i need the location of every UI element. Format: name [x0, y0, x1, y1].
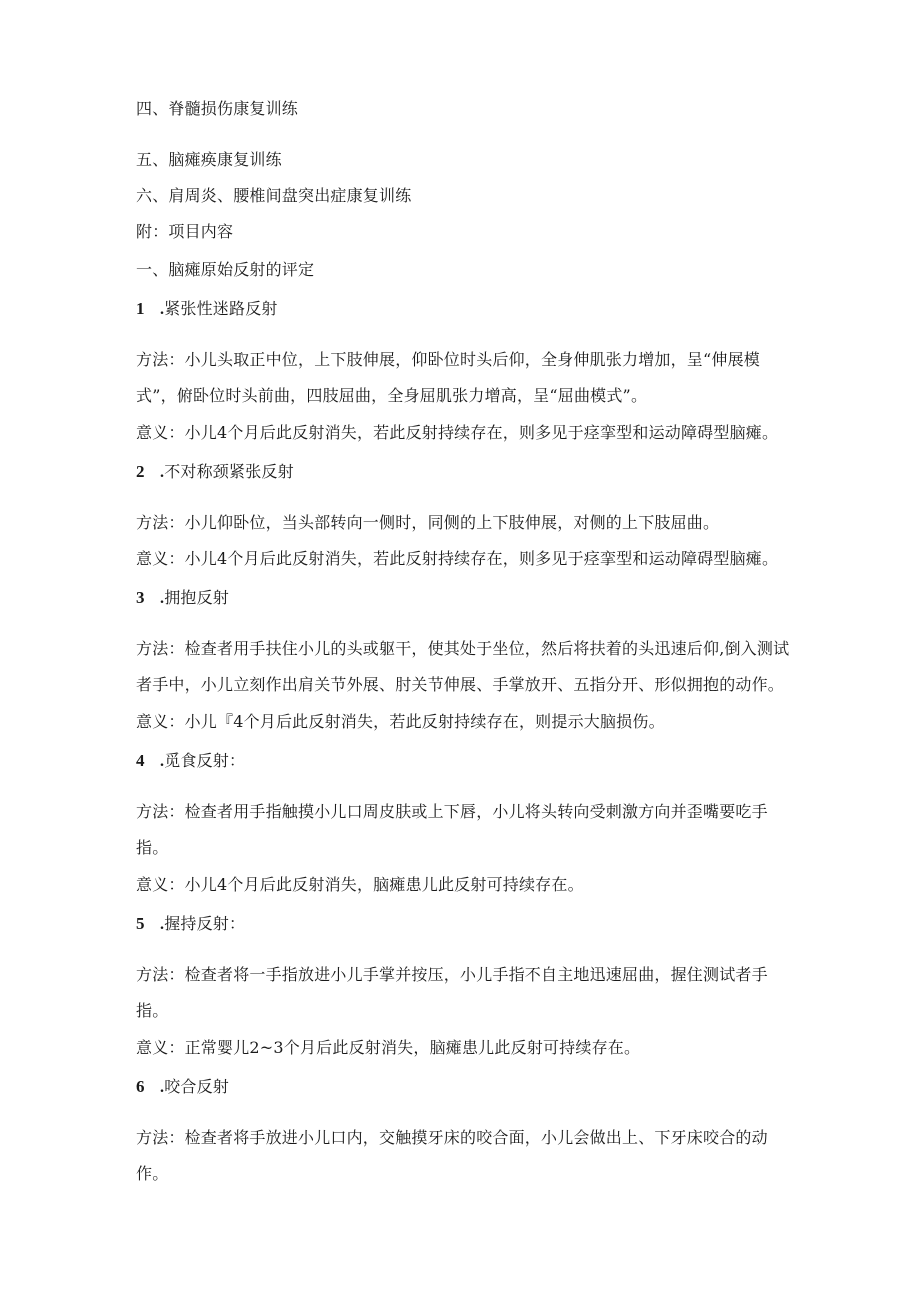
meaning-text: 意义：小儿『4个月后此反射消失，若此反射持续存在，则提示大脑损伤。: [136, 712, 665, 731]
item-heading: 1 .紧张性迷路反射: [136, 299, 278, 318]
method-text-cont: 式”，俯卧位时头前曲，四肢屈曲，全身屈肌张力增高，呈“屈曲模式”。: [136, 386, 648, 405]
method-text: 方法：小儿头取正中位，上下肢伸展，仰卧位时头后仰，全身伸肌张力增加，呈“伸展模: [136, 350, 760, 369]
item-heading: 3 .拥抱反射: [136, 588, 230, 607]
item-title: 咬合反射: [164, 1077, 230, 1096]
section-title: 一、脑瘫原始反射的评定: [136, 260, 315, 279]
item-number: 3: [136, 588, 145, 607]
toc-item-5: 五、脑瘫痪康复训练: [136, 150, 282, 169]
item-heading: 6 .咬合反射: [136, 1077, 230, 1096]
item-title: 紧张性迷路反射: [164, 299, 278, 318]
method-text-cont: 指。: [136, 1001, 169, 1020]
toc-appendix: 附：项目内容: [136, 222, 234, 241]
toc-item-4: 四、脊髓损伤康复训练: [136, 99, 299, 118]
item-number: 5: [136, 914, 145, 933]
item-heading: 4 .觅食反射：: [136, 751, 246, 770]
meaning-text: 意义：小儿4个月后此反射消失，若此反射持续存在，则多见于痉挛型和运动障碍型脑瘫。: [136, 549, 779, 568]
method-text: 方法：检查者将手放进小儿口内，交触摸牙床的咬合面，小儿会做出上、下牙床咬合的动: [136, 1128, 768, 1147]
method-text: 方法：检查者用手指触摸小儿口周皮肤或上下唇，小儿将头转向受刺激方向并歪嘴要吃手: [136, 802, 768, 821]
item-title: 不对称颈紧张反射: [164, 462, 294, 481]
meaning-text: 意义：正常婴儿2~3个月后此反射消失，脑瘫患儿此反射可持续存在。: [136, 1038, 641, 1057]
item-number: 1: [136, 299, 145, 318]
item-heading: 2 .不对称颈紧张反射: [136, 462, 294, 481]
method-text: 方法：小儿仰卧位，当头部转向一侧时，同侧的上下肢伸展，对侧的上下肢屈曲。: [136, 513, 720, 532]
method-text: 方法：检查者将一手指放进小儿手掌并按压，小儿手指不自主地迅速屈曲，握住测试者手: [136, 965, 768, 984]
meaning-text: 意义：小儿4个月后此反射消失，若此反射持续存在，则多见于痉挛型和运动障碍型脑瘫。: [136, 423, 779, 442]
item-number: 4: [136, 751, 145, 770]
item-title: 觅食反射：: [164, 751, 246, 770]
item-number: 6: [136, 1077, 145, 1096]
method-text: 方法：检查者用手扶住小儿的头或躯干，使其处于坐位，然后将扶着的头迅速后仰,倒入测试: [136, 639, 790, 658]
method-text-cont: 作。: [136, 1164, 169, 1183]
item-heading: 5 .握持反射：: [136, 914, 246, 933]
method-text-cont: 指。: [136, 838, 169, 857]
meaning-text: 意义：小儿4个月后此反射消失，脑瘫患儿此反射可持续存在。: [136, 875, 584, 894]
item-title: 拥抱反射: [164, 588, 230, 607]
item-title: 握持反射：: [164, 914, 246, 933]
method-text-cont: 者手中，小儿立刻作出肩关节外展、肘关节伸展、手掌放开、五指分开、形似拥抱的动作。: [136, 675, 785, 694]
toc-item-6: 六、肩周炎、腰椎间盘突出症康复训练: [136, 186, 412, 205]
item-number: 2: [136, 462, 145, 481]
